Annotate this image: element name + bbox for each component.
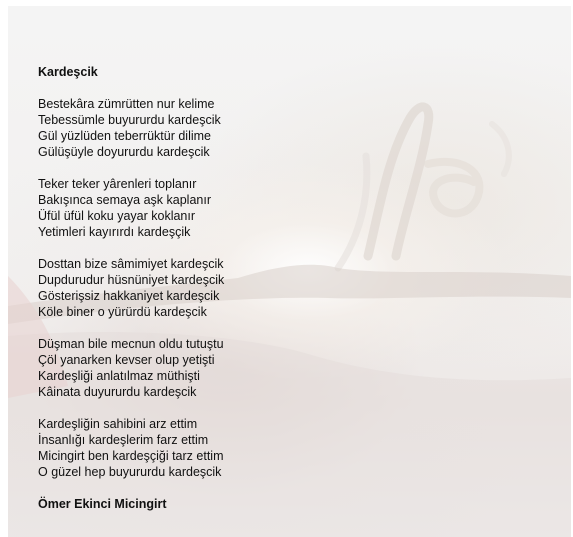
poem-line: Üfül üfül koku yayar koklanır: [38, 209, 196, 223]
poem-line: Dosttan bize sâmimiyet kardeşcik: [38, 257, 224, 271]
poem-panel: [8, 6, 571, 537]
poem-line: Kâinata duyururdu kardeşcik: [38, 385, 197, 399]
poem-line: Çöl yanarken kevser olup yetişti: [38, 353, 215, 367]
poem-line: Gösterişsiz hakkaniyet kardeşcik: [38, 289, 220, 303]
poem-line: Düşman bile mecnun oldu tutuştu: [38, 337, 224, 351]
poem-line: Bestekâra zümrütten nur kelime: [38, 97, 215, 111]
poem-line: Teker teker yârenleri toplanır: [38, 177, 197, 191]
poem-author: Ömer Ekinci Micingirt: [38, 497, 167, 511]
poem-line: Bakışınca semaya aşk kaplanır: [38, 193, 211, 207]
poem-line: Kardeşliği anlatılmaz müthişti: [38, 369, 200, 383]
poem-line: Micingirt ben kardeşçiği tarz ettim: [38, 449, 224, 463]
poem-line: İnsanlığı kardeşlerim farz ettim: [38, 433, 209, 447]
poem-line: Kardeşliğin sahibini arz ettim: [38, 417, 198, 431]
poem-title: Kardeşcik: [38, 65, 98, 79]
poem-line: Köle biner o yürürdü kardeşcik: [38, 305, 207, 319]
poem-line: O güzel hep buyururdu kardeşcik: [38, 465, 222, 479]
poem-line: Tebessümle buyururdu kardeşcik: [38, 113, 221, 127]
poem-line: Gül yüzlüden teberrüktür dilime: [38, 129, 211, 143]
poem-line: Dupdurudur hüsnüniyet kardeşcik: [38, 273, 225, 287]
poem-line: Gülüşüyle doyururdu kardeşcik: [38, 145, 210, 159]
poem: [38, 64, 538, 512]
poem-line: Yetimleri kayırırdı kardeşçik: [38, 225, 191, 239]
